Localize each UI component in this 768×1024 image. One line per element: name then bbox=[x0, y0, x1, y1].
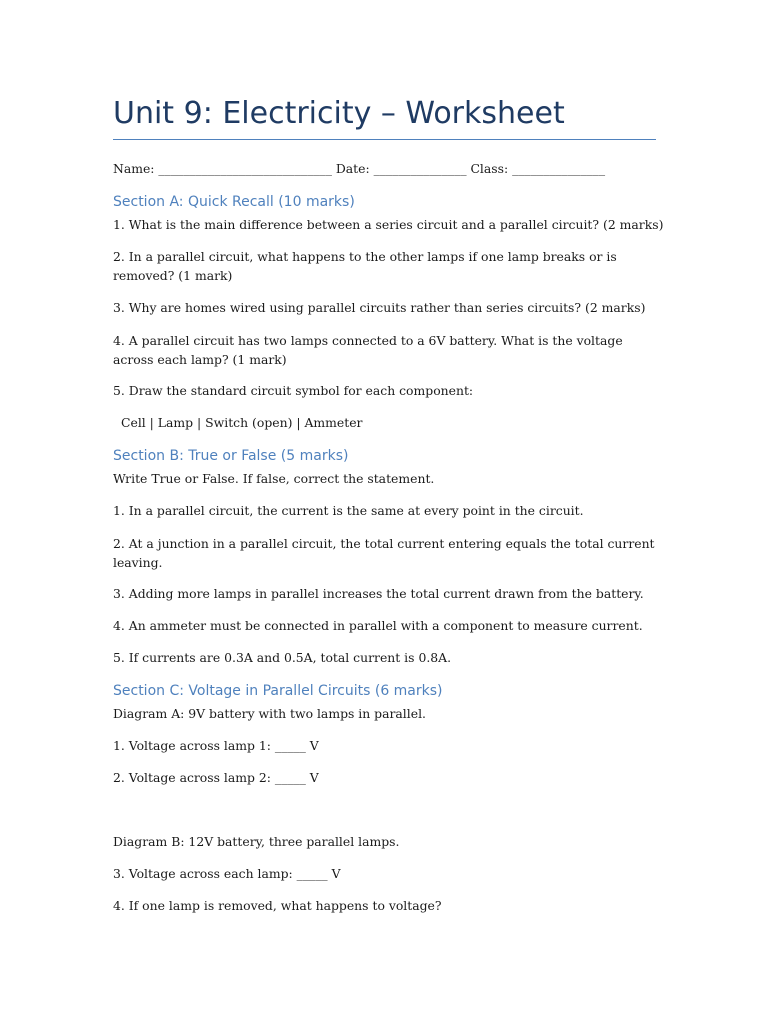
title-underline bbox=[113, 139, 656, 140]
page-title: Unit 9: Electricity – Worksheet bbox=[113, 96, 565, 131]
section-b-instruction: Write True or False. If false, correct the statement. bbox=[113, 471, 435, 486]
section-a-question-2: 2. In a parallel circuit, what happens to the other lamps if one lamp breaks or is removed? (1 mark) bbox=[113, 249, 617, 283]
section-b-statement-2: 2. At a junction in a parallel circuit, the total current entering equals the total current leaving. bbox=[113, 536, 655, 570]
section-b-heading: Section B: True or False (5 marks) bbox=[113, 448, 349, 464]
component-symbol-list: Cell | Lamp | Switch (open) | Ammeter bbox=[121, 415, 363, 430]
section-b-statement-5: 5. If currents are 0.3A and 0.5A, total current is 0.8A. bbox=[113, 650, 452, 665]
section-a-question-1: 1. What is the main difference between a series circuit and a parallel circuit? (2 marks) bbox=[113, 217, 664, 232]
section-c-question-4: 4. If one lamp is removed, what happens to voltage? bbox=[113, 898, 442, 913]
section-b-statement-3: 3. Adding more lamps in parallel increases the total current drawn from the battery. bbox=[113, 586, 644, 601]
section-a-question-4: 4. A parallel circuit has two lamps connected to a 6V battery. What is the voltage across each lamp? (1 mark) bbox=[113, 333, 623, 367]
section-b-statement-1: 1. In a parallel circuit, the current is the same at every point in the circuit. bbox=[113, 503, 584, 518]
section-c-question-1: 1. Voltage across lamp 1: _____ V bbox=[113, 738, 319, 753]
section-c-question-3: 3. Voltage across each lamp: _____ V bbox=[113, 866, 341, 881]
diagram-a-description: Diagram A: 9V battery with two lamps in parallel. bbox=[113, 706, 426, 721]
section-c-question-2: 2. Voltage across lamp 2: _____ V bbox=[113, 770, 319, 785]
student-info-line: Name: ____________________________ Date: _______________ Class: _______________ bbox=[113, 161, 606, 176]
section-a-question-5: 5. Draw the standard circuit symbol for each component: bbox=[113, 383, 474, 398]
diagram-b-description: Diagram B: 12V battery, three parallel lamps. bbox=[113, 834, 400, 849]
section-c-heading: Section C: Voltage in Parallel Circuits (6 marks) bbox=[113, 683, 443, 699]
section-a-question-3: 3. Why are homes wired using parallel circuits rather than series circuits? (2 marks) bbox=[113, 300, 646, 315]
section-b-statement-4: 4. An ammeter must be connected in parallel with a component to measure current. bbox=[113, 618, 643, 633]
section-a-heading: Section A: Quick Recall (10 marks) bbox=[113, 194, 355, 210]
